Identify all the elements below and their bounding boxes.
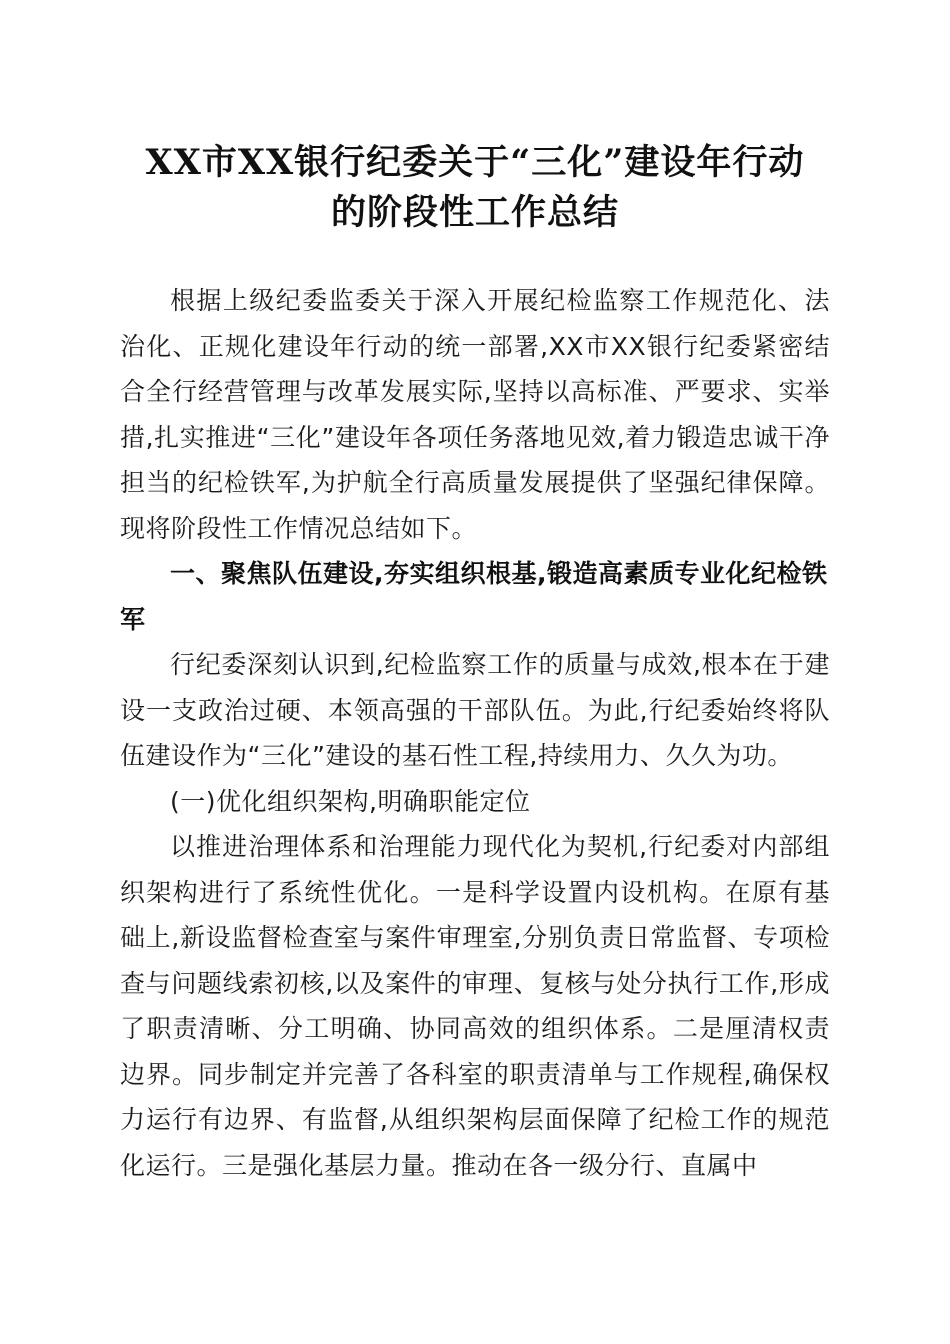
subsection-1-paragraph: 以推进治理体系和治理能力现代化为契机,行纪委对内部组织架构进行了系统性优化。一是科学设置内设机构。在原有基础上,新设监督检查室与案件审理室,分别负责日常监督、专项检查与问题线索初核,以及案件的审理、复核与处分执行工作,形成了职责清晰、分工明确、协同高效的组织体系。二是厘清权责边界。同步制定并完善了各科室的职责清单与工作规程,确保权力运行有边界、有监督,从组织架构层面保障了纪检工作的规范化运行。三是强化基层力量。推动在各一级分行、直属中: [120, 832, 830, 1180]
section-1-paragraph: 行纪委深刻认识到,纪检监察工作的质量与成效,根本在于建设一支政治过硬、本领高强的干部队伍。为此,行纪委始终将队伍建设作为“三化”建设的基石性工程,持续用力、久久为功。: [120, 650, 830, 770]
title-line-1: XX市XX银行纪委关于“三化”建设年行动: [145, 142, 805, 183]
intro-paragraph: 根据上级纪委监委关于深入开展纪检监察工作规范化、法治化、正规化建设年行动的统一部署,XX市XX银行纪委紧密结合全行经营管理与改革发展实际,坚持以高标准、严要求、实举措,扎实推进“三化”建设年各项任务落地见效,着力锻造忠诚干净担当的纪检铁军,为护航全行高质量发展提供了坚强纪律保障。现将阶段性工作情况总结如下。: [120, 286, 830, 543]
title-line-2: 的阶段性工作总结: [330, 192, 619, 233]
document-body: [120, 278, 830, 1188]
document-title: [110, 138, 840, 238]
subsection-heading-1: (一)优化组织架构,明确职能定位: [170, 786, 531, 816]
section-heading-1: 一、聚焦队伍建设,夯实组织根基,锻造高素质专业化纪检铁军: [120, 559, 828, 634]
